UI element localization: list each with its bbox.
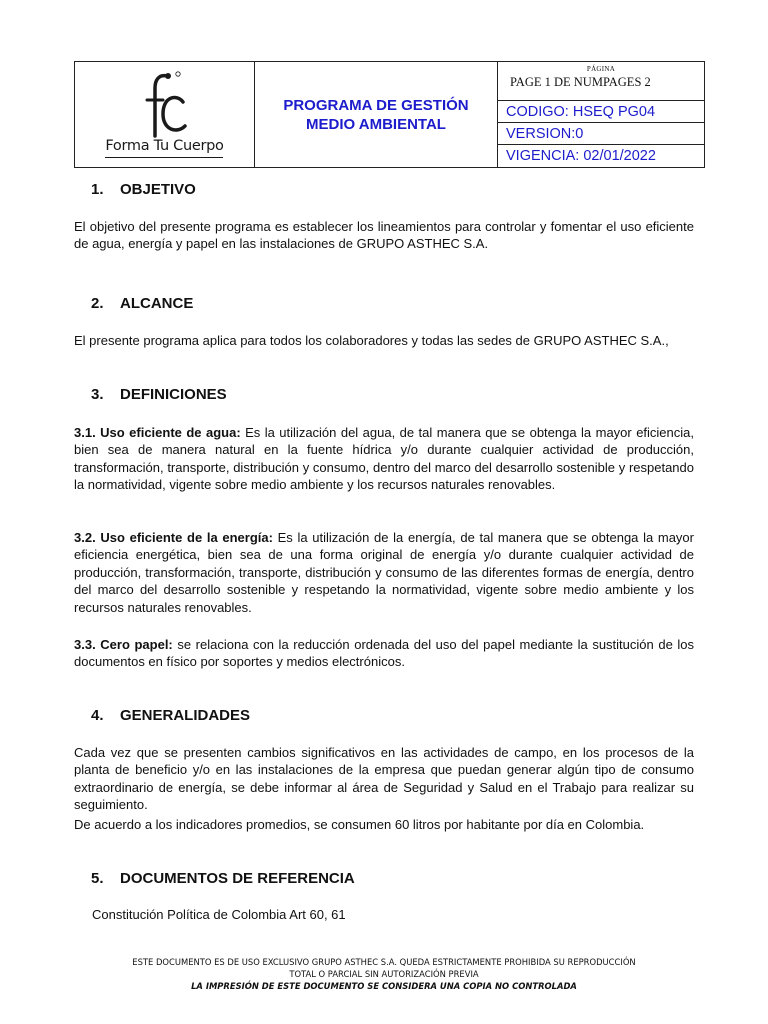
forma-tu-cuerpo-logo-icon (133, 70, 193, 140)
definition-paper-term: 3.3. Cero papel: (74, 637, 173, 652)
definition-paper (74, 636, 694, 671)
logo-text: Forma Tu Cuerpo (105, 138, 224, 154)
page-value: PAGE 1 DE NUMPAGES 2 (510, 75, 651, 89)
document-title (283, 96, 468, 134)
section-heading-alcance: 2. ALCANCE (91, 295, 194, 312)
info-cell (498, 62, 704, 167)
definition-water-text: Es la utilización del agua, de tal manera que se obtenga la mayor eficiencia, bien sea de manera natural en la fuente hídrica y/o durante cualquier actividad de producción, transformación, transporte, distribución y consumo, dentro del marco del desarrollo sostenible y respetando la normatividad, vigente sobre medio ambiente y los recursos naturales renovables. (74, 425, 694, 493)
page-label: PÁGINA (586, 65, 616, 73)
generalidades-paragraph-2: De acuerdo a los indicadores promedios, se consumen 60 litros por habitante por día en Colombia. (74, 817, 645, 832)
footer-uncontrolled-copy: LA IMPRESIÓN DE ESTE DOCUMENTO SE CONSIDERA UNA COPIA NO CONTROLADA (191, 981, 577, 991)
reference-item: Constitución Política de Colombia Art 60, 61 (92, 907, 346, 922)
footer-notice-line-2: TOTAL O PARCIAL SIN AUTORIZACIÓN PREVIA (289, 969, 479, 979)
definition-energy-text: Es la utilización de la energía, de tal manera que se obtenga la mayor eficiencia energética, bien sea de una forma original de energía y/o durante cualquier actividad de producción, transformación, transporte, distribución y consumo de las diferentes formas de energía, dentro del marco del desarrollo sostenible y respetando la normatividad, vigente sobre medio ambiente y los recursos naturales renovables. (74, 530, 694, 615)
definition-water-term: 3.1. Uso eficiente de agua: (74, 425, 241, 440)
section-heading-objetivo: 1. OBJETIVO (91, 181, 196, 198)
objetivo-paragraph: El objetivo del presente programa es establecer los lineamientos para controlar y fomentar el uso eficiente de agua, energía y papel en las instalaciones de GRUPO ASTHEC S.A. (74, 219, 694, 252)
document-header (74, 61, 705, 168)
logo-underline (105, 157, 223, 158)
alcance-paragraph: El presente programa aplica para todos los colaboradores y todas las sedes de GRUPO ASTHEC S.A., (74, 333, 669, 348)
section-heading-generalidades: 4. GENERALIDADES (91, 707, 251, 724)
section-heading-documentos-referencia: 5. DOCUMENTOS DE REFERENCIA (91, 870, 355, 887)
validity-row: VIGENCIA: 02/01/2022 (506, 147, 656, 164)
version-row: VERSION:0 (498, 123, 704, 145)
footer-notice-line-1: ESTE DOCUMENTO ES DE USO EXCLUSIVO GRUPO ASTHEC S.A. QUEDA ESTRICTAMENTE PROHIBIDA SU REPRODUCCIÓN (132, 957, 636, 967)
definition-water (74, 424, 694, 494)
definition-paper-text: se relaciona con la reducción ordenada del uso del papel mediante la sustitución de los documentos en físico por soportes y medios electrónicos. (74, 637, 694, 670)
generalidades-paragraph-1: Cada vez que se presenten cambios significativos en las actividades de campo, en los procesos de la planta de beneficio y/o en las instalaciones de la empresa que puedan generar algún tipo de consumo extraordinario de energía, se debe informar al área de Seguridad y Salud en el Trabajo para realizar su seguimiento. (74, 745, 694, 813)
title-line-2: MEDIO AMBIENTAL (305, 115, 446, 133)
title-line-1: PROGRAMA DE GESTIÓN (283, 96, 469, 114)
page-row (498, 62, 704, 101)
definition-energy-term: 3.2. Uso eficiente de la energía: (74, 530, 273, 545)
definition-energy (74, 529, 694, 616)
code-row: CODIGO: HSEQ PG04 (498, 101, 704, 123)
logo-cell (75, 62, 255, 167)
title-cell (255, 62, 498, 167)
section-heading-definiciones: 3. DEFINICIONES (91, 386, 227, 403)
